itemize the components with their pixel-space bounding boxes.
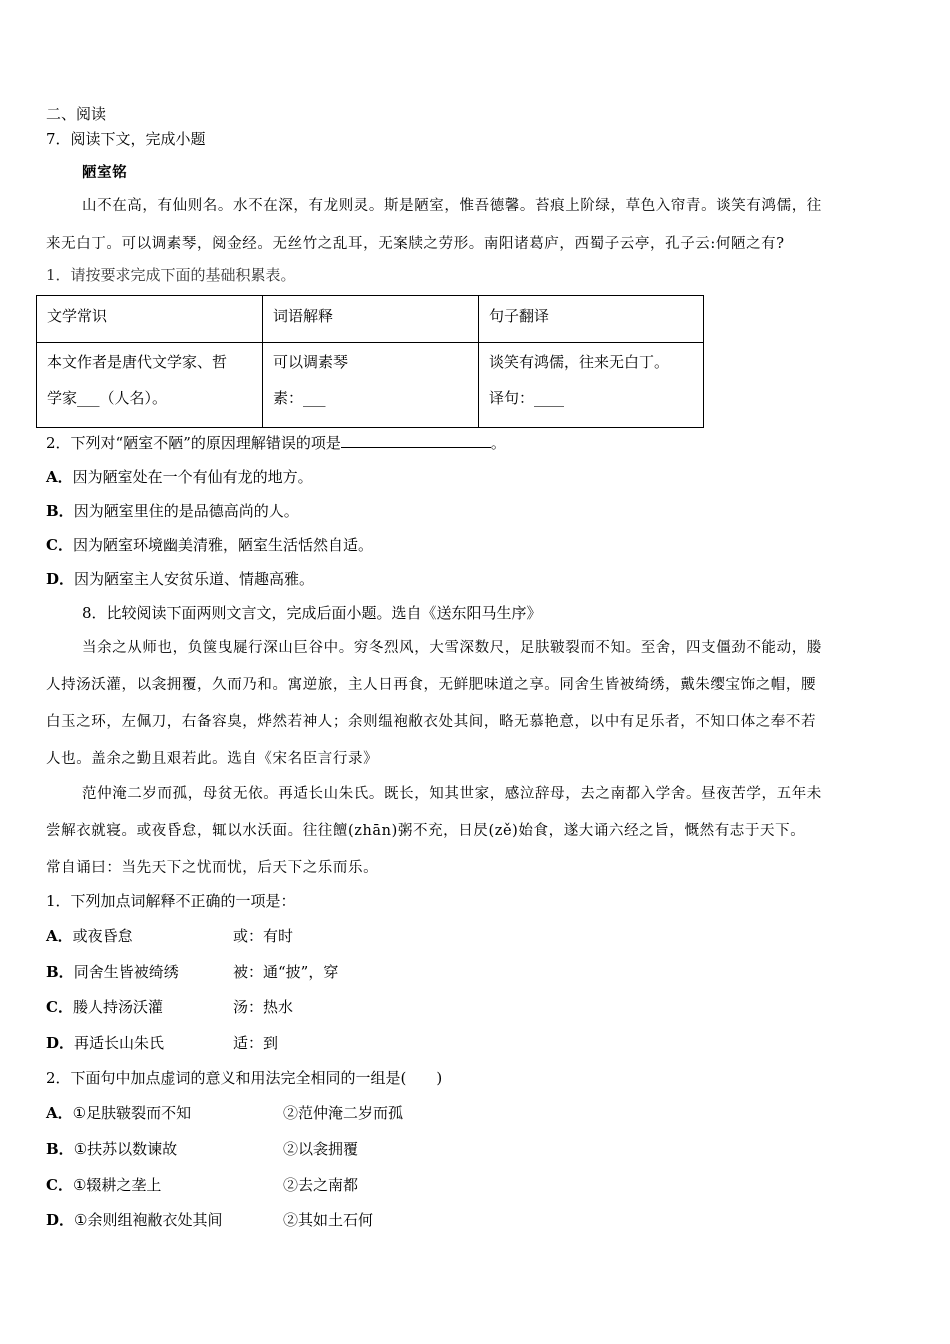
option-label: D． xyxy=(46,1034,75,1052)
passage-line: 常自诵曰：当先天下之忧而忧，后天下之乐而乐。 xyxy=(46,860,379,876)
answer-blank[interactable] xyxy=(341,447,491,448)
option-b[interactable] xyxy=(46,500,299,521)
question-8-title: 8．比较阅读下面两则文言文，完成后面小题。选自《送东阳马生序》 xyxy=(82,604,542,622)
option-gloss: 适：到 xyxy=(233,1034,279,1052)
option-label: D． xyxy=(46,1211,75,1229)
option-text: 同舍生皆被绮绣 xyxy=(73,963,179,981)
section-heading: 二、阅读 xyxy=(46,105,107,123)
option-right: ②范仲淹二岁而孤 xyxy=(283,1104,404,1122)
option-a[interactable] xyxy=(46,925,133,946)
option-label: B． xyxy=(46,502,74,520)
accumulation-table xyxy=(36,295,704,428)
option-label: B． xyxy=(46,963,74,981)
cell-line-with-blank[interactable]: 译句：____ xyxy=(489,389,565,407)
option-text: 因为陋室处在一个有仙有龙的地方。 xyxy=(72,468,313,486)
option-c[interactable] xyxy=(46,996,163,1017)
table-header-row xyxy=(37,296,704,343)
option-c[interactable] xyxy=(46,534,373,555)
option-text: 媵人持汤沃灌 xyxy=(72,998,163,1016)
option-label: A． xyxy=(46,468,73,486)
cell-line-with-blank[interactable]: 学家___（人名）。 xyxy=(47,389,168,407)
option-a[interactable] xyxy=(46,1102,191,1123)
table-row xyxy=(37,343,704,428)
passage-line: 来无白丁。可以调素琴，阅金经。无丝竹之乱耳，无案牍之劳形。南阳诸葛庐，西蜀子云亭，孔子云:何陋之有? xyxy=(46,236,785,252)
option-text: 因为陋室环境幽美清雅，陋室生活恬然自适。 xyxy=(72,536,373,554)
passage-line: 人也。盖余之勤且艰若此。选自《宋名臣言行录》 xyxy=(46,751,379,767)
option-label: C． xyxy=(46,998,73,1016)
table-cell-literature xyxy=(37,343,263,428)
option-d[interactable] xyxy=(46,1209,222,1230)
option-right: ②以衾拥覆 xyxy=(283,1140,359,1158)
option-b[interactable] xyxy=(46,1138,177,1159)
option-left: ①余则组袍敝衣处其间 xyxy=(74,1211,223,1229)
prompt-end: 。 xyxy=(490,434,506,452)
option-label: B． xyxy=(46,1140,74,1158)
cell-line: 可以调素琴 xyxy=(273,353,349,371)
option-label: C． xyxy=(46,1176,73,1194)
option-right: ②去之南都 xyxy=(283,1176,359,1194)
option-label: A． xyxy=(46,1104,73,1122)
passage-line: 白玉之环，左佩刀，右备容臭，烨然若神人；余则缊袍敝衣处其间，略无慕艳意，以中有足乐者，不知口体之奉不若 xyxy=(46,714,817,730)
option-b[interactable] xyxy=(46,961,179,982)
table-cell-translation xyxy=(479,343,704,428)
option-c[interactable] xyxy=(46,1174,161,1195)
passage-line: 山不在高，有仙则名。水不在深，有龙则灵。斯是陋室，惟吾德馨。苔痕上阶绿，草色入帘青。谈笑有鸿儒，往 xyxy=(82,198,822,214)
option-label: A． xyxy=(46,927,73,945)
passage-line: 人持汤沃灌，以衾拥覆，久而乃和。寓逆旅，主人日再食，无鲜肥味道之享。同舍生皆被绮绣，戴朱缨宝饰之帽，腰 xyxy=(46,677,817,693)
option-label: C． xyxy=(46,536,73,554)
q8-sub1-prompt: 1．下列加点词解释不正确的一项是： xyxy=(46,892,296,910)
option-right: ②其如土石何 xyxy=(283,1211,374,1229)
option-gloss: 或：有时 xyxy=(233,927,294,945)
cell-line: 谈笑有鸿儒，往来无白丁。 xyxy=(489,353,670,371)
option-d[interactable] xyxy=(46,1032,164,1053)
option-text: 或夜昏怠 xyxy=(72,927,133,945)
passage-title: 陋室铭 xyxy=(82,164,128,181)
cell-line: 本文作者是唐代文学家、哲 xyxy=(47,353,228,371)
option-label: D． xyxy=(46,570,75,588)
q7-sub1-prompt: 1．请按要求完成下面的基础积累表。 xyxy=(46,266,296,284)
option-gloss: 汤：热水 xyxy=(233,998,294,1016)
option-left: ①足肤皲裂而不知 xyxy=(72,1104,192,1122)
option-a[interactable] xyxy=(46,466,313,487)
question-7-title: 7．阅读下文，完成小题 xyxy=(46,130,206,148)
table-header-cell: 文学常识 xyxy=(37,296,263,343)
option-left: ①辍耕之垄上 xyxy=(72,1176,162,1194)
passage-line: 当余之从师也，负箧曳屣行深山巨谷中。穷冬烈风，大雪深数尺，足肤皲裂而不知。至舍，四支僵劲不能动，媵 xyxy=(82,640,822,656)
option-left: ①扶苏以数谏故 xyxy=(73,1140,178,1158)
passage-line: 范仲淹二岁而孤，母贫无依。再适长山朱氏。既长，知其世家，感泣辞母，去之南都入学舍。昼夜苦学，五年未 xyxy=(82,786,822,802)
option-gloss: 被：通“披”，穿 xyxy=(233,963,339,981)
q7-sub2-prompt xyxy=(46,432,506,453)
option-text: 再适长山朱氏 xyxy=(74,1034,165,1052)
table-header-cell: 句子翻译 xyxy=(479,296,704,343)
table-cell-word xyxy=(263,343,479,428)
q8-sub2-prompt: 2．下面句中加点虚词的意义和用法完全相同的一组是( ) xyxy=(46,1069,443,1087)
cell-line-with-blank[interactable]: 素：___ xyxy=(273,389,326,407)
option-text: 因为陋室里住的是品德高尚的人。 xyxy=(73,502,299,520)
option-d[interactable] xyxy=(46,568,314,589)
prompt-text: 2．下列对“陋室不陋”的原因理解错误的项是 xyxy=(46,434,341,452)
option-text: 因为陋室主人安贫乐道、情趣高雅。 xyxy=(74,570,315,588)
table-header-cell: 词语解释 xyxy=(263,296,479,343)
passage-line: 尝解衣就寝。或夜昏怠，辄以水沃面。往往饘(zhān)粥不充，日昃(zě)始食，遂大诵六经之旨，慨然有志于天下。 xyxy=(46,823,806,839)
